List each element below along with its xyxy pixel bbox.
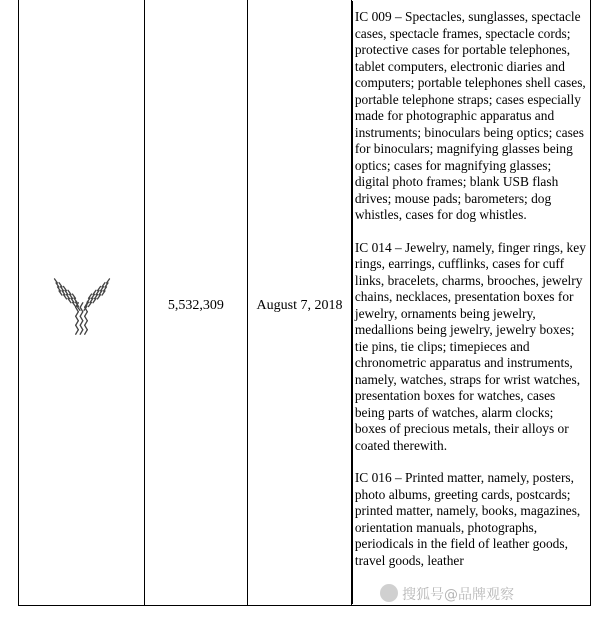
watermark-text: 搜狐号@品牌观察 xyxy=(402,587,514,603)
registration-date-cell xyxy=(248,0,352,605)
registration-number-cell xyxy=(145,0,249,605)
mark-cell xyxy=(19,0,145,605)
goods-class-014: IC 014 – Jewelry, namely, finger rings, key rings, earrings, cufflinks, cases for cuff links, bracelets, charms, brooches, jewelry chains, necklaces, presentation boxes for jewelry, ornaments being jewelry, medallions being jewelry, jewelry boxes; tie pins, tie clips; timepieces and chronometric apparatus and instruments, namely, watches, straps for wrist watches, presentation boxes for watches, cases being parts of watches, alarm clocks; boxes of precious metals, their alloys or coated therewith. xyxy=(354,239,586,453)
trademark-table xyxy=(18,0,591,606)
watermark-logo-icon xyxy=(380,584,398,602)
watermark xyxy=(380,584,514,604)
goods-class-009: IC 009 – Spectacles, sunglasses, spectacle cases, spectacle frames, spectacle cords; protective cases for portable telephones, tablet computers, electronic diaries and computers; portable telephones shell cases, portable telephone straps; cases especially made for photographic apparatus and instruments; binoculars being optics; cases for binoculars; magnifying glasses being optics; cases for magnifying glasses; digital photo frames; blank USB flash drives; mouse pads; barometers; dog whistles, cases for dog whistles. xyxy=(354,9,586,222)
y-shaped-hatched-logo-icon xyxy=(50,275,114,339)
goods-class-016: IC 016 – Printed matter, namely, posters, photo albums, greeting cards, postcards; printed matter, namely, books, magazines, orientation manuals, photographs, periodicals in the field of leather goods, travel goods, leather xyxy=(354,470,581,568)
goods-cell xyxy=(352,0,590,605)
registration-date: August 7, 2018 xyxy=(256,298,343,313)
registration-number: 5,532,309 xyxy=(167,298,224,313)
